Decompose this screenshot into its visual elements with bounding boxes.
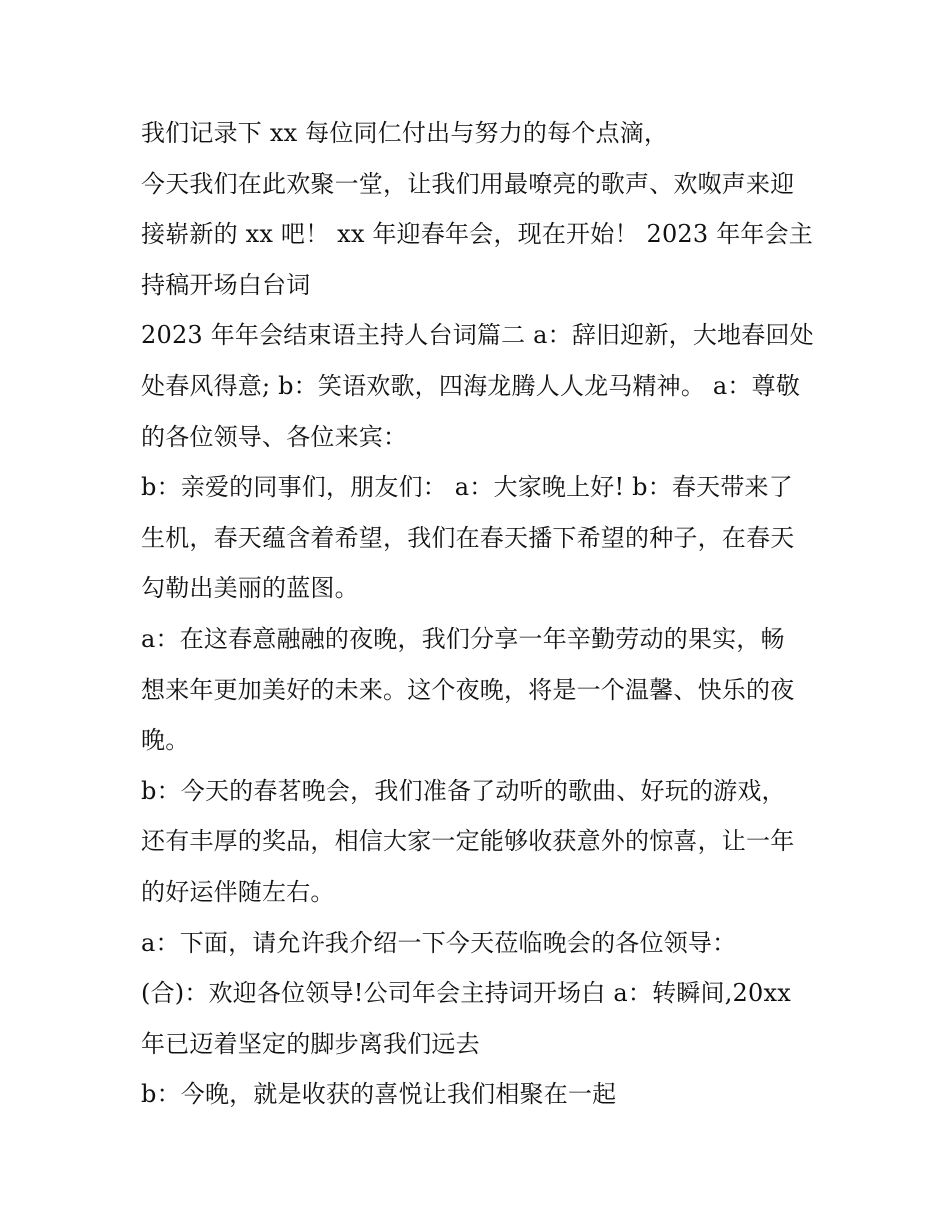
text-line: a：下面，请允许我介绍一下今天莅临晚会的各位领导： [141, 928, 737, 957]
text-line: 勾勒出美丽的蓝图。 [141, 574, 359, 603]
text-line: a：在这春意融融的夜晚，我们分享一年辛勤劳动的果实，畅 [141, 624, 785, 653]
text-line: b：今晚，就是收获的喜悦让我们相聚在一起 [141, 1080, 617, 1109]
text-line: 的各位领导、各位来宾： [141, 422, 408, 451]
text-line: 年已迈着坚定的脚步离我们远去 [141, 1029, 480, 1058]
text-line: 处春风得意; b：笑语欢歌，四海龙腾人人龙马精神。 a：尊敬 [141, 371, 801, 400]
text-line: 接崭新的 xx 吧！ xx 年迎春年会，现在开始！ 2023 年年会主 [141, 220, 813, 249]
text-line: b：亲爱的同事们，朋友们： a：大家晚上好! b：春天带来了 [141, 473, 793, 502]
text-line: 持稿开场白台词 [141, 270, 311, 299]
text-line: 生机，春天蕴含着希望，我们在春天播下希望的种子，在春天 [141, 523, 795, 552]
text-line: 想来年更加美好的未来。这个夜晚，将是一个温馨、快乐的夜 [141, 675, 795, 704]
text-line: b：今天的春茗晚会，我们准备了动听的歌曲、好玩的游戏， [141, 776, 786, 805]
text-line: 晚。 [141, 726, 190, 755]
text-line: 的好运伴随左右。 [141, 877, 335, 906]
text-line: 今天我们在此欢聚一堂，让我们用最嘹亮的歌声、欢呶声来迎 [141, 169, 795, 198]
text-line: (合)：欢迎各位领导!公司年会主持词开场白 a：转瞬间,20xx [141, 979, 791, 1008]
text-line: 还有丰厚的奖品，相信大家一定能够收获意外的惊喜，让一年 [141, 827, 795, 856]
text-line: 2023 年年会结束语主持人台词篇二 a：辞旧迎新，大地春回处 [141, 321, 814, 350]
document-body [141, 108, 821, 1120]
text-line: 我们记录下 xx 每位同仁付出与努力的每个点滴， [141, 119, 669, 147]
